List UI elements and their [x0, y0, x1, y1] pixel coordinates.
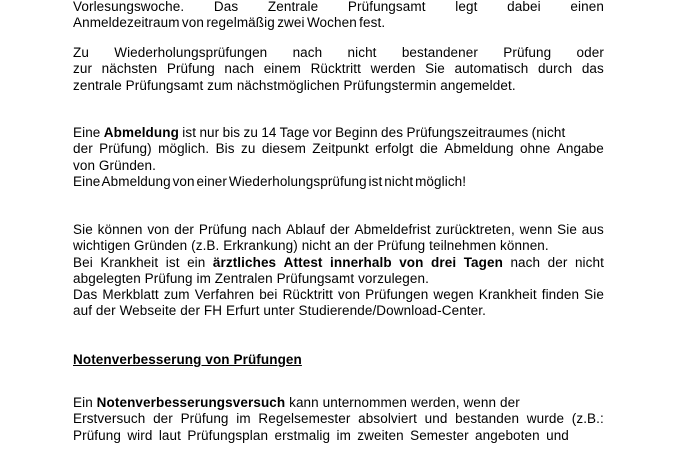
- word: einen: [570, 0, 604, 14]
- word: Krankheit: [478, 287, 537, 303]
- word: Regelsemester: [258, 411, 351, 427]
- word: automatisch: [454, 61, 529, 77]
- text-line: [73, 411, 604, 427]
- word: Prüfungen: [365, 287, 429, 303]
- word: Bei: [73, 254, 93, 270]
- word: Rücktritt: [310, 61, 361, 77]
- word: ärztliches: [212, 254, 277, 270]
- word: diesem: [261, 141, 306, 157]
- word: bei: [259, 287, 278, 303]
- text-line: [73, 238, 604, 254]
- text-segment: Eine: [73, 125, 104, 140]
- text-segment: zentrale Prüfungsamt zum nächstmöglichen Prüfungstermin angemeldet.: [73, 77, 516, 93]
- section-heading-notenverbesserung: [73, 352, 604, 368]
- word: der: [153, 411, 173, 427]
- word: im: [236, 411, 251, 427]
- paragraph-ruecktritt-krankheit: [73, 222, 604, 320]
- word: Merkblatt: [102, 287, 159, 303]
- word: Prüfung: [166, 61, 215, 77]
- word: der: [329, 222, 350, 237]
- word: wenn: [519, 222, 553, 237]
- paragraph-notenverbesserung: [73, 395, 604, 444]
- word: oder: [576, 45, 604, 60]
- word: Ablauf: [286, 222, 326, 237]
- word: absolviert: [358, 411, 417, 427]
- word: möglich.: [158, 141, 210, 157]
- word: Wiederholungsprüfungen: [114, 45, 268, 60]
- text-line: [73, 45, 604, 61]
- word: durch: [537, 61, 573, 77]
- paragraph-registration-period: [73, 0, 604, 32]
- text-line: [73, 428, 604, 444]
- word: Tagen: [463, 254, 503, 270]
- word: Krankheit: [100, 254, 159, 270]
- text-line: [73, 158, 604, 174]
- word: drei: [431, 254, 457, 270]
- word: bestandener: [401, 45, 478, 60]
- text-line: [73, 287, 604, 303]
- word: Sie: [73, 222, 93, 237]
- word: nach: [251, 222, 282, 237]
- word: Abmeldefrist: [354, 222, 431, 237]
- word: nicht: [574, 254, 604, 270]
- text-segment: abgelegten Prüfung im Zentralen Prüfungsamt vorzulegen.: [73, 270, 429, 286]
- text-line: [73, 255, 604, 271]
- word: Das: [213, 0, 239, 14]
- word: Prüfungsamt: [347, 0, 426, 14]
- word: Angabe: [556, 141, 604, 157]
- word: ohne: [519, 141, 551, 157]
- word: zum: [163, 287, 190, 303]
- word: Sie: [557, 222, 577, 237]
- text-segment: Notenverbesserung von Prüfungen: [73, 352, 302, 367]
- word: ein: [187, 254, 206, 270]
- word: erfolgt: [375, 141, 414, 157]
- text-segment: Prüfung wird laut Prüfungsplan erstmalig im zweiten Semester angeboten und: [73, 427, 569, 443]
- text-segment: auf der Webseite der FH Erfurt unter Studierende/Download-Center.: [73, 303, 486, 319]
- word: finden: [541, 287, 580, 303]
- word: Prüfung: [503, 45, 552, 60]
- text-line: [73, 174, 604, 190]
- text-line: [73, 141, 604, 157]
- text-segment: Notenverbesserungsversuch: [96, 395, 286, 410]
- word: innerhalb: [330, 254, 392, 270]
- word: Sie: [584, 287, 604, 303]
- text-line: [73, 395, 604, 411]
- word: können: [97, 222, 143, 237]
- word: und: [424, 411, 448, 427]
- word: von: [338, 287, 361, 303]
- word: Zu: [73, 45, 89, 60]
- word: werden: [370, 61, 416, 77]
- word: dabei: [507, 0, 541, 14]
- text-segment: ist nur bis zu 14 Tage vor Beginn des Prüfungszeitraumes (nicht: [178, 125, 566, 140]
- word: Erstversuch: [73, 411, 146, 427]
- word: die: [419, 141, 439, 157]
- word: von: [147, 222, 170, 237]
- word: Rücktritt: [282, 287, 333, 303]
- text-line: [73, 222, 604, 238]
- text-segment: Anmeldezeitraum von regelmäßig zwei Wochen fest.: [73, 15, 386, 31]
- word: zur: [73, 61, 93, 77]
- word: Zeitpunkt: [312, 141, 369, 157]
- text-line: [73, 271, 604, 287]
- word: nicht: [347, 45, 377, 60]
- word: Prüfung: [198, 222, 247, 237]
- word: nach: [292, 45, 323, 60]
- word: der: [73, 141, 93, 157]
- text-segment: Ein: [73, 395, 97, 410]
- text-segment: Eine Abmeldung von einer Wiederholungsprüfung ist nicht möglich!: [73, 173, 467, 189]
- word: nach: [224, 61, 255, 77]
- word: bestanden: [455, 411, 520, 427]
- word: nach: [510, 254, 541, 270]
- word: zurücktreten,: [435, 222, 515, 237]
- word: der: [547, 254, 568, 270]
- word: von: [399, 254, 424, 270]
- text-line: [73, 15, 604, 31]
- text-line: [73, 78, 604, 94]
- text-line: [73, 352, 604, 368]
- word: Prüfung): [99, 141, 152, 157]
- text-line: [73, 0, 604, 15]
- word: Bis: [215, 141, 235, 157]
- word: wurde: [526, 411, 565, 427]
- word: Abmeldung: [444, 141, 514, 157]
- word: Vorlesungswoche.: [73, 0, 185, 14]
- paragraph-abmeldung: [73, 125, 604, 190]
- text-line: [73, 125, 604, 141]
- word: einem: [263, 61, 301, 77]
- word: nächsten: [101, 61, 158, 77]
- text-segment: kann unternommen werden, wenn der: [285, 395, 520, 410]
- text-segment: von Gründen.: [73, 157, 157, 173]
- word: Verfahren: [194, 287, 255, 303]
- word: Zentrale: [267, 0, 319, 14]
- word: legt: [455, 0, 478, 14]
- word: aus: [581, 222, 604, 237]
- text-segment: Abmeldung: [103, 125, 179, 140]
- word: das: [581, 61, 604, 77]
- word: zu: [240, 141, 256, 157]
- text-line: [73, 61, 604, 77]
- word: Attest: [283, 254, 323, 270]
- word: der: [174, 222, 195, 237]
- text-line: [73, 303, 604, 319]
- paragraph-repeat-exams: [73, 45, 604, 94]
- word: ist: [165, 254, 180, 270]
- word: Prüfung: [180, 411, 229, 427]
- text-segment: wichtigen Gründen (z.B. Erkrankung) nicht an der Prüfung teilnehmen können.: [73, 238, 549, 254]
- word: Das: [73, 287, 98, 303]
- word: (z.B.:: [571, 411, 604, 427]
- word: wegen: [433, 287, 474, 303]
- word: Sie: [425, 61, 445, 77]
